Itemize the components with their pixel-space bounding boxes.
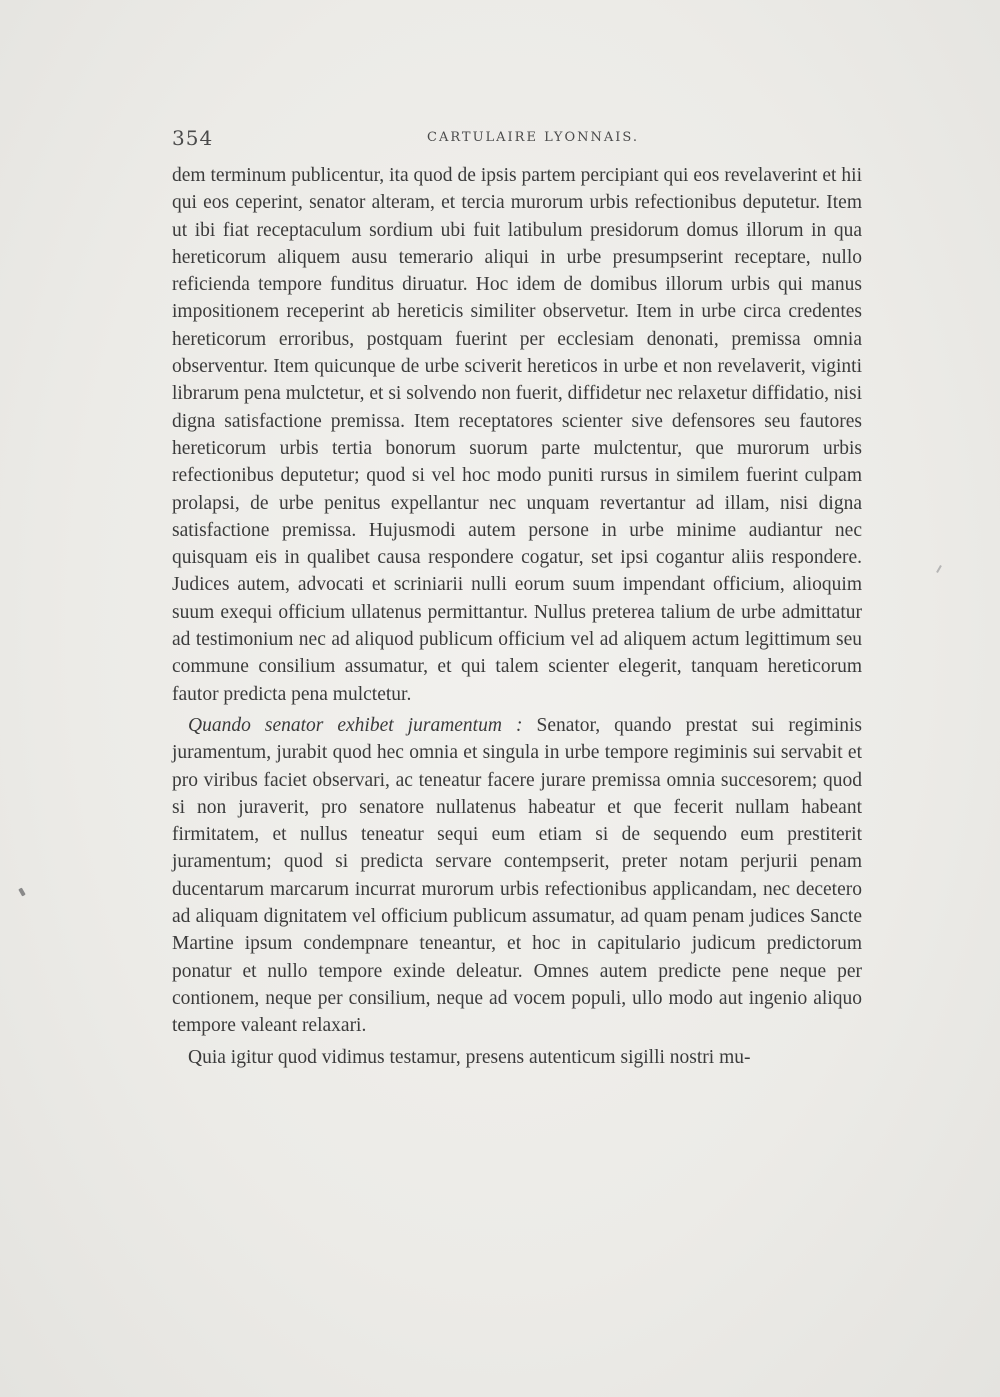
- paragraph-2: [172, 712, 862, 1040]
- paragraph-2-text: Senator, quando prestat sui regiminis juramentum, jurabit quod hec omnia et singula in urbe tempore regiminis sui servabit et pro viribus faciet observari, ac teneatur facere jurare premissa omnia succesorem; quod si non juraverit, pro senatore nullatenus habeatur et que fecerit nullam habeant firmitatem, et nullus teneatur sequi eum etiam si de sequendo eum prestiterit juramentum; quod si predicta servare contempserit, preter notam perjurii penam ducentarum marcarum incurrat murorum urbis refectionibus applicandam, nec decetero ad aliquam dignitatem vel officium publicum assumatur, ad quam penam judices Sancte Martine ipsum condempnare teneantur, et hoc in capitulario judicum predictorum ponatur et nullo tempore exinde deleatur. Omnes autem predicte pene neque per contionem, neque per consilium, neque ad vocem populi, ullo modo aut ingenio aliquo tempore valeant relaxari.: [172, 714, 862, 1037]
- paper-speck-mark: [936, 565, 942, 573]
- ink-speck-mark: [18, 888, 25, 897]
- page-number: 354: [172, 126, 214, 150]
- running-title: CARTULAIRE LYONNAIS.: [427, 130, 639, 145]
- paragraph-3: Quia igitur quod vidimus testamur, presens autenticum sigilli nostri mu-: [188, 1046, 751, 1068]
- body-text: [172, 162, 862, 1075]
- rubric-heading: Quando senator exhibet juramentum :: [188, 714, 523, 736]
- paragraph-1: dem terminum publicentur, ita quod de ipsis partem percipiant qui eos revelaverint et hii qui eos ceperint, senator alteram, et tercia murorum urbis refectionibus deputetur. Item ut ibi fiat receptaculum sordium ubi fuit latibulum presidorum domus illorum in qua hereticorum aliquem ausu temerario aliqui in urbe presumpserint receptare, nullo reficienda tempore funditus diruatur. Hoc idem de domibus illorum urbis qui manus impositionem receperint ab hereticis similiter observetur. Item in urbe circa credentes hereticorum erroribus, postquam fuerint per ecclesiam denonati, premissa omnia observentur. Item quicunque de urbe sciverit hereticos in urbe et non revelaverit, viginti librarum pena mulctetur, et si solvendo non fuerit, diffidetur nec relaxetur diffidatio, nisi digna satisfactione premissa. Item receptatores scienter sive defensores seu fautores hereticorum urbis tertia bonorum suorum parte mulctentur, que murorum urbis refectionibus deputetur; quod si vel hoc modo puniti rursus in similem fuerint culpam prolapsi, de urbe penitus expellantur nec unquam revertantur ad illam, nisi digna satisfactione premissa. Hujusmodi autem persone in urbe minime audiantur nec quisquam eis in qualibet causa respondere cogatur, set ipsi cogantur aliis respondere. Judices autem, advocati et scriniarii nulli eorum suum impendant officium, alioquim suum exequi officium ullatenus permittantur. Nullus preterea talium de urbe admittatur ad testimonium nec ad aliquod publicum officium vel ad aliquem actum legittimum seu commune consilium assumatur, et qui talem scienter elegerit, tanquam hereticorum fautor predicta pena mulctetur.: [172, 165, 863, 705]
- running-head: [172, 126, 862, 156]
